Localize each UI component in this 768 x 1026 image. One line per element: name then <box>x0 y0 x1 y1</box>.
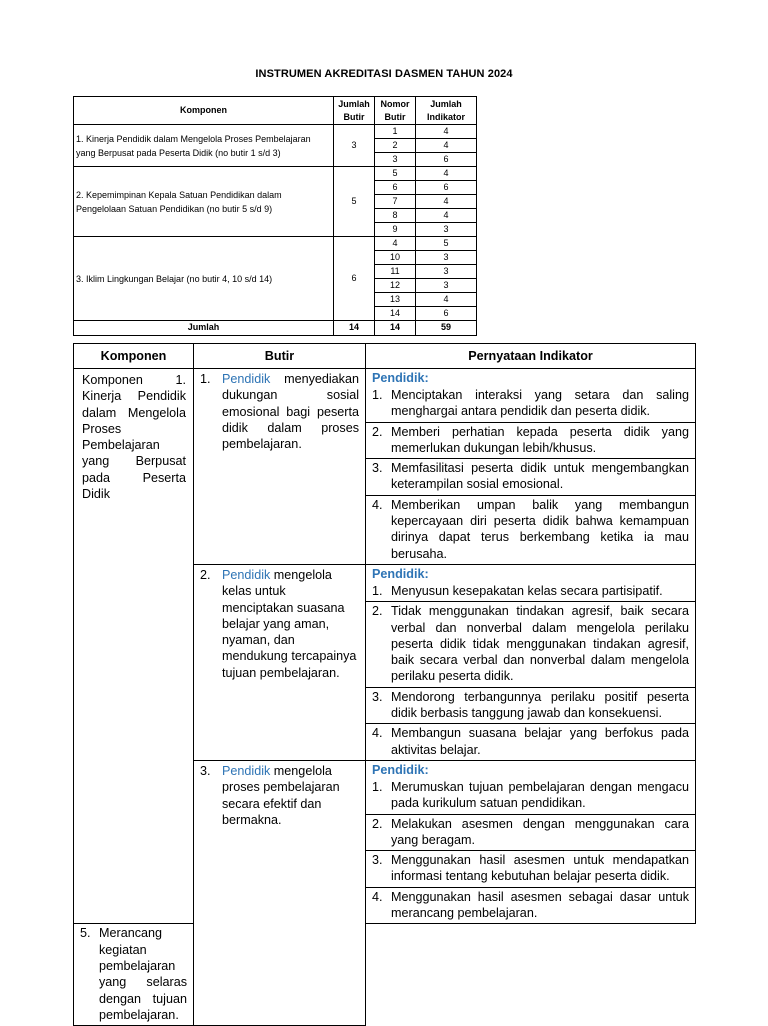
butir-description: menyediakan dukungan sosial emosional bagi peserta didik dalam proses pembelajaran. <box>222 372 359 452</box>
indicator-number: 1. <box>372 779 383 794</box>
summary-nomor-butir-cell: 10 <box>375 251 416 265</box>
indicator-number: 3. <box>372 689 383 704</box>
indicator-text: Menggunakan hasil asesmen untuk mendapatkan informasi tentang kebutuhan belajar peserta didik. <box>391 853 689 884</box>
butir-text <box>222 371 359 452</box>
summary-nomor-butir-cell: 2 <box>375 139 416 153</box>
summary-nomor-butir-cell: 3 <box>375 153 416 167</box>
summary-jumlah-indikator-cell: 3 <box>416 251 477 265</box>
indicator-text: Memfasilitasi peserta didik untuk mengembangkan keterampilan sosial emosional. <box>391 461 689 492</box>
summary-nomor-butir-cell: 5 <box>375 167 416 181</box>
indicator-text: Tidak menggunakan tindakan agresif, baik secara verbal dan nonverbal dalam mengelola perilaku peserta didik tidak menggunakan tindakan agresif, baik secara verbal dan nonverbal dalam mengelola perilaku peserta didik. <box>391 604 689 684</box>
indicator-header-row <box>74 344 696 369</box>
summary-total-label: Jumlah <box>74 321 334 336</box>
summary-header-jumlah-indikator <box>416 97 477 125</box>
indikator-heading: Pendidik: <box>366 369 696 387</box>
header-butir: Butir <box>194 344 366 369</box>
indicator-number: 1. <box>372 388 383 402</box>
summary-header-nomor-butir <box>375 97 416 125</box>
indicator-text: Menyusun kesepakatan kelas secara partisipatif. <box>391 583 663 598</box>
summary-nomor-butir-cell: 9 <box>375 223 416 237</box>
butir-cell <box>194 369 366 565</box>
indicator-number: 1. <box>372 583 383 598</box>
indicator-number: 2. <box>372 604 383 619</box>
indicator-text: Merumuskan tujuan pembelajaran dengan mengacu pada kurikulum satuan pendidikan. <box>391 779 689 811</box>
indicator-cell <box>366 582 696 602</box>
header-line: Indikator <box>426 111 465 122</box>
butir-subject: Pendidik <box>222 763 271 778</box>
summary-jumlah-indikator-cell: 3 <box>416 279 477 293</box>
indicator-cell <box>366 386 696 422</box>
indicator-text: Memberi perhatian kepada peserta didik yang memerlukan dukungan lebih/khusus. <box>391 424 689 455</box>
summary-row <box>74 125 477 139</box>
summary-nomor-butir-cell: 4 <box>375 237 416 251</box>
header-line: Jumlah <box>338 98 370 109</box>
header-line: Jumlah <box>430 98 462 109</box>
header-pernyataan-indikator: Pernyataan Indikator <box>366 344 696 369</box>
indicator-text: Merancang kegiatan pembelajaran yang selaras dengan tujuan pembelajaran. <box>99 926 187 1022</box>
summary-jumlah-indikator-cell: 6 <box>416 307 477 321</box>
header-line: Butir <box>384 111 406 122</box>
summary-header-jumlah-butir <box>334 97 375 125</box>
butir-subject: Pendidik <box>222 372 271 386</box>
header-line: Butir <box>343 111 365 122</box>
summary-jumlah-indikator-cell: 4 <box>416 209 477 223</box>
summary-total-nomor-butir: 14 <box>375 321 416 336</box>
summary-nomor-butir-cell: 12 <box>375 279 416 293</box>
butir-item <box>200 371 359 452</box>
butir-cell <box>194 564 366 760</box>
summary-table <box>73 96 477 336</box>
summary-jumlah-indikator-cell: 4 <box>416 139 477 153</box>
indicator-cell <box>366 778 696 814</box>
butir-number: 3. <box>200 763 211 778</box>
summary-header-komponen: Komponen <box>74 97 334 125</box>
indicator-cell <box>366 422 696 459</box>
indicator-number: 4. <box>372 889 383 904</box>
indikator-heading: Pendidik: <box>366 564 696 582</box>
butir-item <box>200 763 359 828</box>
indicator-cell <box>366 459 696 496</box>
indicator-number: 2. <box>372 424 383 439</box>
summary-komponen-cell: 2. Kepemimpinan Kepala Satuan Pendidikan dalam Pengelolaan Satuan Pendidikan (no butir 5 s/d 9) <box>74 167 334 237</box>
summary-row <box>74 237 477 251</box>
summary-nomor-butir-cell: 7 <box>375 195 416 209</box>
butir-number: 2. <box>200 567 211 582</box>
indicator-head-row <box>74 369 696 387</box>
summary-jumlah-indikator-cell: 4 <box>416 167 477 181</box>
summary-nomor-butir-cell: 13 <box>375 293 416 307</box>
summary-jumlah-butir-cell: 6 <box>334 237 375 321</box>
indicator-text: Melakukan asesmen dengan menggunakan cara yang beragam. <box>391 816 689 847</box>
summary-total-row <box>74 321 477 336</box>
butir-item <box>200 567 359 681</box>
summary-jumlah-indikator-cell: 4 <box>416 195 477 209</box>
indicator-cell <box>366 724 696 761</box>
indicator-number: 4. <box>372 497 383 512</box>
summary-nomor-butir-cell: 11 <box>375 265 416 279</box>
indicator-number: 5. <box>80 926 91 941</box>
indicator-text: Menggunakan hasil asesmen sebagai dasar untuk merancang pembelajaran. <box>391 889 689 921</box>
indicator-text: Mendorong terbangunnya perilaku positif peserta didik berbasis tanggung jawab dan konsekuensi. <box>391 689 689 721</box>
indicator-cell <box>366 814 696 851</box>
summary-jumlah-indikator-cell: 4 <box>416 293 477 307</box>
summary-row <box>74 167 477 181</box>
summary-komponen-cell: 3. Iklim Lingkungan Belajar (no butir 4, 10 s/d 14) <box>74 237 334 321</box>
indicator-text: Menciptakan interaksi yang setara dan saling menghargai antara pendidik dan peserta didik. <box>391 388 689 419</box>
summary-total-jumlah-butir: 14 <box>334 321 375 336</box>
komponen-cell: Komponen 1. Kinerja Pendidik dalam Mengelola Proses Pembelajaran yang Berpusat pada Peserta Didik <box>74 369 194 924</box>
summary-jumlah-butir-cell: 3 <box>334 125 375 167</box>
indicator-cell <box>366 495 696 564</box>
butir-text <box>222 567 359 681</box>
summary-total-jumlah-indikator: 59 <box>416 321 477 336</box>
indicator-text: Memberikan umpan balik yang membangun kepercayaan diri peserta didik bahwa kemampuan dirinya dapat terus berkembang ketika ia mau berusaha. <box>391 497 689 561</box>
indicator-text: Membangun suasana belajar yang berfokus pada aktivitas belajar. <box>391 726 689 757</box>
summary-jumlah-indikator-cell: 6 <box>416 181 477 195</box>
summary-jumlah-indikator-cell: 4 <box>416 125 477 139</box>
summary-nomor-butir-cell: 14 <box>375 307 416 321</box>
indicator-number: 3. <box>372 853 383 868</box>
summary-jumlah-indikator-cell: 6 <box>416 153 477 167</box>
summary-jumlah-indikator-cell: 3 <box>416 265 477 279</box>
summary-jumlah-indikator-cell: 5 <box>416 237 477 251</box>
header-komponen: Komponen <box>74 344 194 369</box>
butir-cell <box>194 760 366 1025</box>
summary-nomor-butir-cell: 1 <box>375 125 416 139</box>
indikator-heading: Pendidik: <box>366 760 696 778</box>
summary-nomor-butir-cell: 8 <box>375 209 416 223</box>
summary-nomor-butir-cell: 6 <box>375 181 416 195</box>
butir-text <box>222 763 359 828</box>
indicator-cell <box>366 602 696 687</box>
indicator-number: 4. <box>372 726 383 741</box>
indicator-number: 3. <box>372 461 383 476</box>
butir-description: mengelola kelas untuk menciptakan suasana belajar yang aman, nyaman, dan mendukung tercapainya tujuan pembelajaran. <box>222 567 357 680</box>
indicator-cell <box>366 687 696 724</box>
summary-jumlah-butir-cell: 5 <box>334 167 375 237</box>
header-line: Nomor <box>380 98 410 109</box>
indicator-table <box>73 343 696 1026</box>
butir-number: 1. <box>200 372 211 386</box>
summary-header-row <box>74 97 477 125</box>
indicator-cell <box>366 887 696 924</box>
butir-subject: Pendidik <box>222 567 271 582</box>
indicator-number: 2. <box>372 816 383 831</box>
summary-komponen-cell: 1. Kinerja Pendidik dalam Mengelola Proses Pembelajaran yang Berpusat pada Peserta Didik (no butir 1 s/d 3) <box>74 125 334 167</box>
summary-jumlah-indikator-cell: 3 <box>416 223 477 237</box>
indicator-row <box>74 924 696 1026</box>
document-title: INSTRUMEN AKREDITASI DASMEN TAHUN 2024 <box>255 68 513 80</box>
butir-description: mengelola proses pembelajaran secara efektif dan bermakna. <box>222 763 340 827</box>
indicator-cell <box>74 924 194 1026</box>
indicator-cell <box>366 851 696 888</box>
